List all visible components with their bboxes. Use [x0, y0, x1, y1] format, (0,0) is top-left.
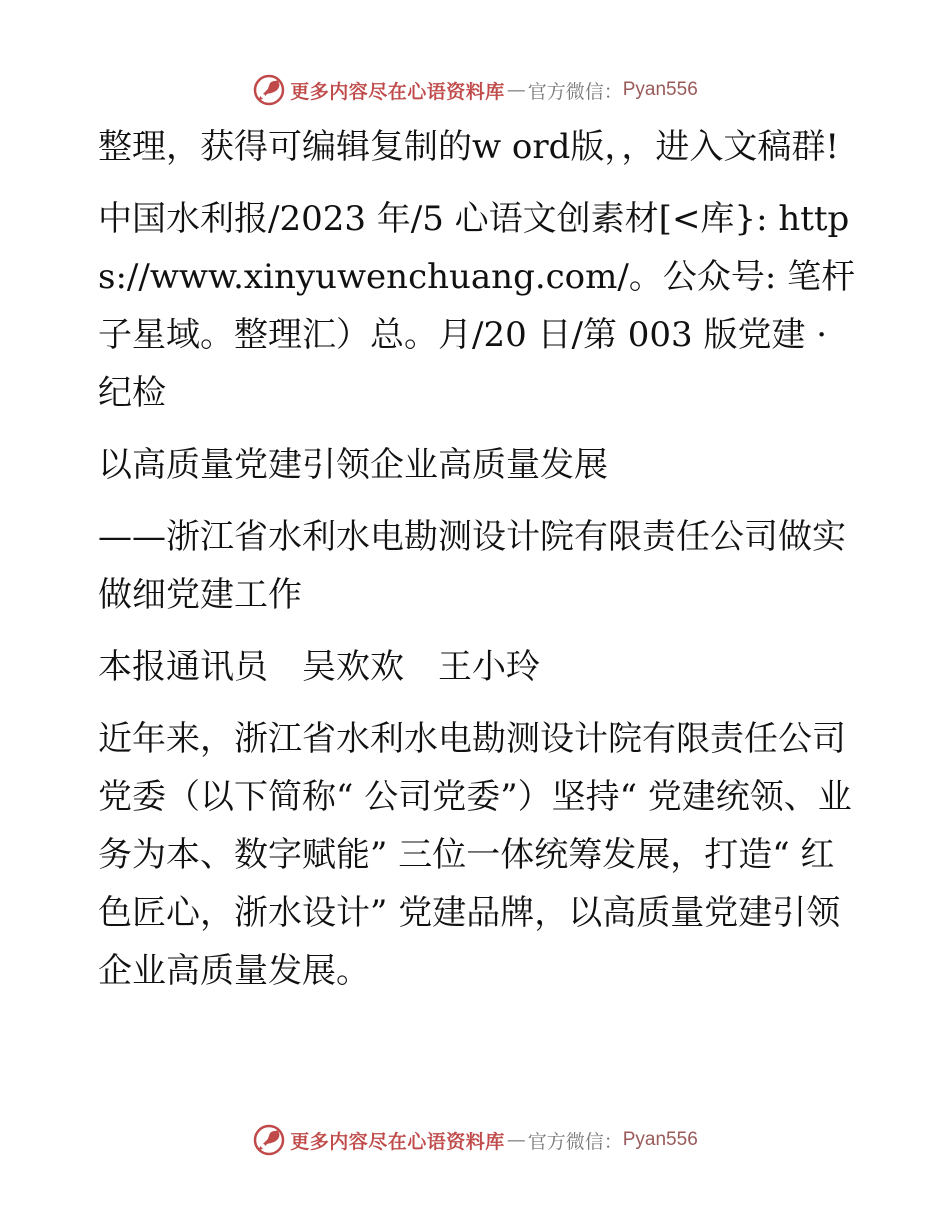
watermark-separator: —	[506, 1129, 526, 1151]
watermark-wechat-label: 官方微信：	[527, 1130, 623, 1153]
quill-pen-logo-icon	[252, 73, 286, 107]
watermark-wechat-label: 官方微信：	[527, 80, 623, 103]
watermark-header	[0, 70, 950, 110]
article-title: 以高质量党建引领企业高质量发展	[98, 445, 608, 485]
document-body	[98, 118, 858, 1014]
watermark-footer	[0, 1120, 950, 1160]
watermark-promo-text: 更多内容尽在心语资料库	[290, 80, 505, 103]
watermark-handle: Pyan556	[622, 1129, 698, 1150]
article-subtitle: ——浙江省水利水电勘测设计院有限责任公司做实做细党建工作	[98, 517, 846, 615]
watermark-handle: Pyan556	[622, 79, 698, 100]
watermark-promo-text: 更多内容尽在心语资料库	[290, 1130, 505, 1153]
article-byline: 本报通讯员 吴欢欢 王小玲	[98, 647, 540, 687]
article-lead-paragraph: 近年来，浙江省水利水电勘测设计院有限责任公司党委（以下简称“ 公司党委”）坚持“ 党建统领、业务为本、数字赋能” 三位一体统筹发展，打造“ 红色匠心，浙水设计” 党建品牌，以高质量党建引领企业高质量发展。	[98, 719, 852, 991]
paragraph-source: 中国水利报/2023 年/5 心语文创素材[<库}: https://www.xinyuwenchuang.com/。公众号: 笔杆子星域。整理汇）总。月/20 日/第 003 版党建 · 纪检	[98, 199, 856, 413]
paragraph-intro: 整理，获得可编辑复制的w ord版，，进入文稿群!	[98, 127, 840, 167]
quill-pen-logo-icon	[252, 1123, 286, 1157]
watermark-separator: —	[506, 79, 526, 101]
